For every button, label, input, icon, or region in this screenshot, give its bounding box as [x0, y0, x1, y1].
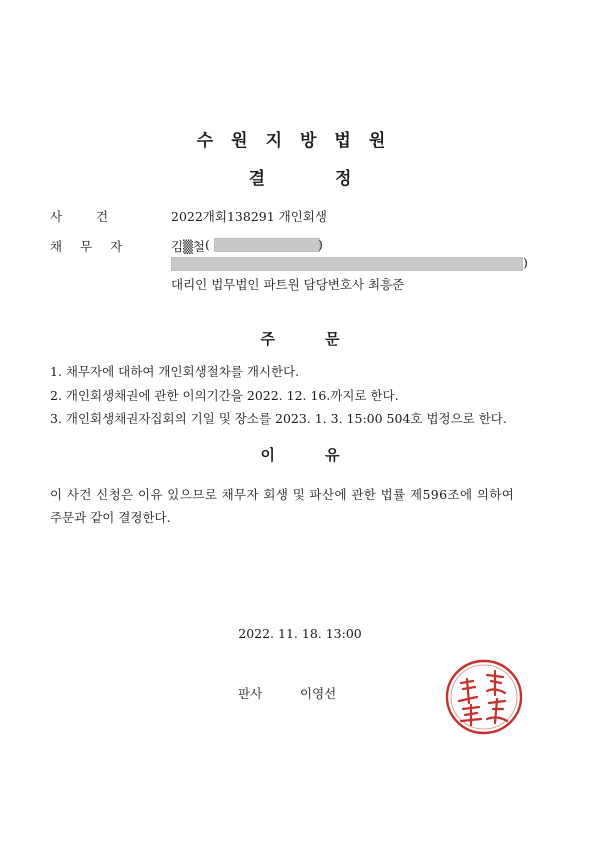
debtor-representative: 대리인 법무법인 파트원 담당변호사 최흥준 — [171, 277, 405, 292]
judge-name: 이영선 — [300, 686, 337, 701]
redacted-id-block — [214, 238, 320, 252]
decision-date: 2022. 11. 18. 13:00 — [238, 626, 362, 641]
document-title-left: 결 — [248, 169, 265, 189]
order-item-2: 2. 개인회생채권에 관한 이의기간을 2022. 12. 16.까지로 한다. — [50, 388, 399, 403]
judge-seal-stamp-icon — [443, 657, 525, 737]
reason-line-1: 이 사건 신청은 이유 있으므로 채무자 회생 및 파산에 관한 법률 제596조에 의하여 — [50, 487, 515, 502]
judge-title: 판사 — [238, 686, 263, 701]
reason-line-2: 주문과 같이 결정한다. — [50, 510, 171, 525]
order-item-1: 1. 채무자에 대하여 개인회생절차를 개시한다. — [50, 364, 300, 379]
case-label: 사 건 — [50, 209, 109, 224]
debtor-open-paren: ( — [205, 237, 210, 252]
document-title — [0, 164, 600, 189]
debtor-name: 김▒철 — [171, 239, 205, 254]
order-section-title: 주 문 — [260, 330, 340, 348]
redacted-address-block — [171, 257, 523, 271]
debtor-label: 채 무 자 — [50, 239, 123, 254]
order-item-3: 3. 개인회생채권자집회의 기일 및 장소를 2023. 1. 3. 15:00 504호 법정으로 한다. — [50, 411, 507, 426]
court-name: 수원지방법원 — [196, 131, 404, 151]
case-value: 2022개회138291 개인회생 — [171, 209, 327, 224]
address-close-paren: ) — [523, 255, 528, 270]
reason-section-title: 이 유 — [260, 446, 340, 464]
debtor-close-paren: ) — [318, 237, 323, 252]
document-title-right: 정 — [335, 169, 352, 189]
